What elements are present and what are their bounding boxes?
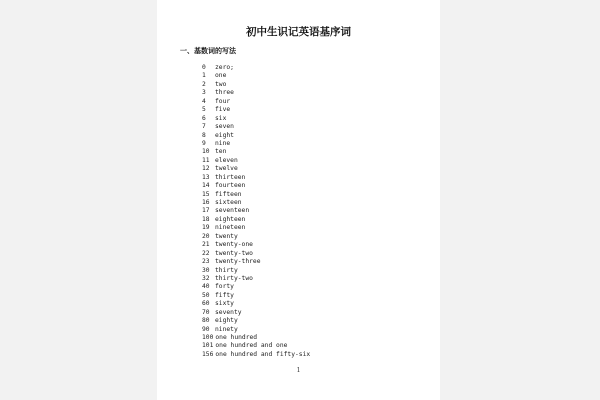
number-value: 101 <box>202 342 214 350</box>
number-value: 23 <box>202 258 210 266</box>
number-word: twenty-one <box>215 241 253 249</box>
number-word: eleven <box>215 156 238 164</box>
number-value: 80 <box>202 317 210 325</box>
number-value: 156 <box>202 350 214 358</box>
number-value: 30 <box>202 266 210 274</box>
number-value: 19 <box>202 224 210 232</box>
number-value: 15 <box>202 190 210 198</box>
list-item <box>202 292 310 300</box>
number-value: 14 <box>202 182 210 190</box>
list-item <box>202 283 310 291</box>
list-item <box>202 342 310 350</box>
list-item <box>202 182 310 190</box>
number-value: 100 <box>202 334 214 341</box>
number-word: five <box>215 106 231 114</box>
number-value: 40 <box>202 283 210 291</box>
number-value: 11 <box>202 156 210 164</box>
number-word: ninety <box>215 325 238 333</box>
list-item <box>202 191 310 199</box>
number-value: 10 <box>202 148 210 156</box>
number-word: seven <box>215 123 234 131</box>
number-value: 1 <box>202 72 206 80</box>
number-value: 17 <box>202 207 210 215</box>
list-item <box>202 241 310 249</box>
number-word: one hundred <box>215 334 258 341</box>
number-word: seventy <box>215 308 242 316</box>
number-word: four <box>215 97 231 105</box>
list-item <box>202 267 310 275</box>
list-item <box>202 115 310 123</box>
list-item <box>202 216 310 224</box>
number-word: twenty-two <box>215 249 253 257</box>
number-word: fourteen <box>215 182 246 190</box>
list-item <box>202 258 310 266</box>
number-value: 60 <box>202 300 210 308</box>
number-word: zero; <box>215 64 234 71</box>
number-value: 6 <box>202 114 206 122</box>
list-item <box>202 275 310 283</box>
number-word: fifty <box>215 291 234 299</box>
list-item <box>202 224 310 232</box>
list-item <box>202 334 310 342</box>
number-value: 21 <box>202 241 210 249</box>
number-word: one <box>215 72 227 80</box>
number-value: 16 <box>202 199 210 206</box>
number-word: one hundred and one <box>215 342 288 350</box>
number-word: twenty <box>215 232 238 240</box>
number-word: nineteen <box>215 224 246 232</box>
number-value: 70 <box>202 308 210 316</box>
number-word: nine <box>215 139 231 147</box>
number-word: ten <box>215 148 227 156</box>
document-page <box>157 0 440 400</box>
list-item <box>202 81 310 89</box>
number-value: 90 <box>202 325 210 333</box>
list-item <box>202 157 310 165</box>
list-item <box>202 123 310 131</box>
number-word: eighteen <box>215 215 246 223</box>
number-word: twenty-three <box>215 258 261 266</box>
number-value: 9 <box>202 139 206 147</box>
list-item <box>202 317 310 325</box>
list-item <box>202 233 310 241</box>
number-word: one hundred and fifty-six <box>215 350 311 358</box>
number-word: eight <box>215 131 234 139</box>
number-word: six <box>215 114 227 122</box>
list-item <box>202 140 310 148</box>
list-item <box>202 132 310 140</box>
list-item <box>202 199 310 207</box>
number-value: 50 <box>202 291 210 299</box>
list-item <box>202 165 310 173</box>
number-value: 32 <box>202 274 210 282</box>
number-word: forty <box>215 283 234 291</box>
number-word: two <box>215 80 227 88</box>
number-word: thirteen <box>215 173 246 181</box>
number-value: 18 <box>202 215 210 223</box>
number-value: 8 <box>202 131 206 139</box>
list-item <box>202 351 310 359</box>
number-value: 4 <box>202 97 206 105</box>
section-heading: 一、基数词的写法 <box>180 46 236 55</box>
number-value: 7 <box>202 123 206 131</box>
number-word: seventeen <box>215 207 250 215</box>
number-word: thirty-two <box>215 274 253 282</box>
list-item <box>202 106 310 114</box>
number-value: 12 <box>202 165 210 173</box>
list-item <box>202 326 310 334</box>
document-title: 初中生识记英语基序词 <box>246 26 351 38</box>
number-value: 0 <box>202 64 206 71</box>
list-item <box>202 89 310 97</box>
cardinal-number-list <box>202 64 310 359</box>
list-item <box>202 207 310 215</box>
number-value: 2 <box>202 80 206 88</box>
number-value: 20 <box>202 232 210 240</box>
number-word: twelve <box>215 165 238 173</box>
number-word: sixty <box>215 300 234 308</box>
list-item <box>202 148 310 156</box>
list-item <box>202 309 310 317</box>
list-item <box>202 72 310 80</box>
number-word: fifteen <box>215 190 242 198</box>
number-value: 22 <box>202 249 210 257</box>
number-value: 5 <box>202 106 206 114</box>
number-word: sixteen <box>215 199 242 206</box>
number-word: thirty <box>215 266 238 274</box>
number-value: 3 <box>202 89 206 97</box>
list-item <box>202 174 310 182</box>
number-word: eighty <box>215 317 238 325</box>
number-word: three <box>215 89 234 97</box>
list-item <box>202 300 310 308</box>
number-value: 13 <box>202 173 210 181</box>
list-item <box>202 64 310 72</box>
page-number: 1 <box>296 367 301 374</box>
list-item <box>202 250 310 258</box>
list-item <box>202 98 310 106</box>
